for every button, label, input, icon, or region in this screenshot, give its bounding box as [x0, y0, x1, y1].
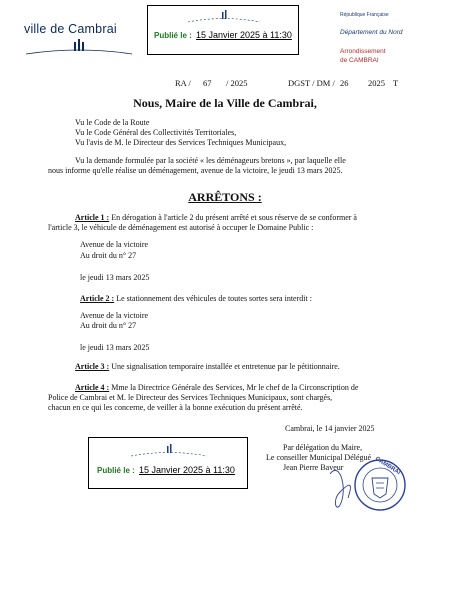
handwritten-signature-icon [330, 470, 350, 507]
request-line-2: nous informe qu'elle réalise un déménagement, avenue de la victoire, le jeudi 13 mars 2025. [48, 166, 343, 175]
preamble-line-1: Vu le Code de la Route [75, 118, 150, 127]
city-logo [24, 22, 134, 58]
signature-place-date: Cambrai, le 14 janvier 2025 [285, 424, 375, 433]
signature-line-1: Par délégation du Maire, [283, 443, 363, 452]
ref-number: 67 [203, 78, 212, 88]
article-4-line-3: chacun en ce qui les concerne, de veiller à la bonne exécution du présent arrêté. [48, 403, 303, 412]
arrondissement-line-2: de CAMBRAI [340, 57, 379, 64]
article-3-label: Article 3 : [75, 362, 110, 371]
article-2-line [80, 294, 312, 304]
article-1-label: Article 1 : [75, 213, 110, 222]
article-2-street: Avenue de la victoire [80, 311, 149, 320]
preamble-line-2: Vu le Code Général des Collectivités Territoriales, [75, 128, 237, 137]
article-2-number: Au droit du n° 27 [80, 321, 137, 330]
article-4-line-2: Police de Cambrai et M. le Directeur des Services Techniques Municipaux, sont chargés, [48, 393, 333, 402]
article-1-text: En dérogation à l'article 2 du présent arrêté et sous réserve de se conformer à [109, 213, 357, 222]
arrondissement-label [340, 47, 386, 65]
article-2-date: le jeudi 13 mars 2025 [80, 343, 150, 352]
ref-service-year: 2025 [368, 78, 385, 88]
logo-text: ville de Cambrai [24, 22, 117, 36]
stamp-date: 15 Janvier 2025 à 11:30 [196, 30, 292, 40]
department-label: Département du Nord [340, 29, 403, 36]
logo-towers-icon [24, 36, 134, 58]
stamp-date-bottom: 15 Janvier 2025 à 11:30 [139, 465, 235, 475]
publication-stamp-top [147, 5, 299, 55]
signature-and-seal [318, 450, 408, 520]
article-4-text: Mme la Directrice Générale des Services, Mr le chef de la Circonscription de [109, 383, 359, 392]
article-3-line [75, 362, 340, 372]
ref-service: DGST / DM / [288, 78, 335, 88]
article-1-number: Au droit du n° 27 [80, 251, 137, 260]
article-2-text: Le stationnement des véhicules de toutes sortes sera interdit : [114, 294, 312, 303]
signature-line-2: Le conseiller Municipal Délégué [266, 453, 372, 462]
ref-service-number: 26 [340, 78, 349, 88]
article-4-line-1 [75, 383, 358, 393]
article-3-text: Une signalisation temporaire installée et entretenue par le pétitionnaire. [109, 362, 340, 371]
article-1-street: Avenue de la victoire [80, 240, 149, 249]
arrondissement-line-1: Arrondissement [340, 48, 386, 55]
article-4-label: Article 4 : [75, 383, 110, 392]
ref-ra: RA / [175, 78, 191, 88]
preamble-line-3: Vu l'avis de M. le Directeur des Services Techniques Municipaux, [75, 138, 287, 147]
stamp-logo-icon-bottom [89, 438, 249, 490]
article-1-line-2: l'article 3, le véhicule de déménagement est autorisé à occuper le Domaine Public : [48, 223, 314, 232]
page-title: Nous, Maire de la Ville de Cambrai, [133, 96, 317, 110]
stamp-label-bottom: Publié le : [97, 466, 135, 475]
seal-icon [355, 460, 405, 510]
seal-text: CAMBRAI [373, 456, 402, 477]
signature-line-3: Jean Pierre Baveur [283, 463, 344, 472]
arretons-heading: ARRÊTONS : [188, 190, 262, 204]
republic-label: République Française [340, 12, 389, 18]
request-line-1: Vu la demande formulée par la société « les déménageurs bretons », par laquelle elle [75, 156, 346, 165]
article-1-line-1 [75, 213, 357, 223]
ref-year: / 2025 [226, 78, 248, 88]
article-1-date: le jeudi 13 mars 2025 [80, 273, 150, 282]
article-2-label: Article 2 : [80, 294, 115, 303]
stamp-label: Publié le : [154, 31, 192, 40]
ref-suffix: T [393, 78, 399, 88]
publication-stamp-bottom [88, 437, 248, 489]
